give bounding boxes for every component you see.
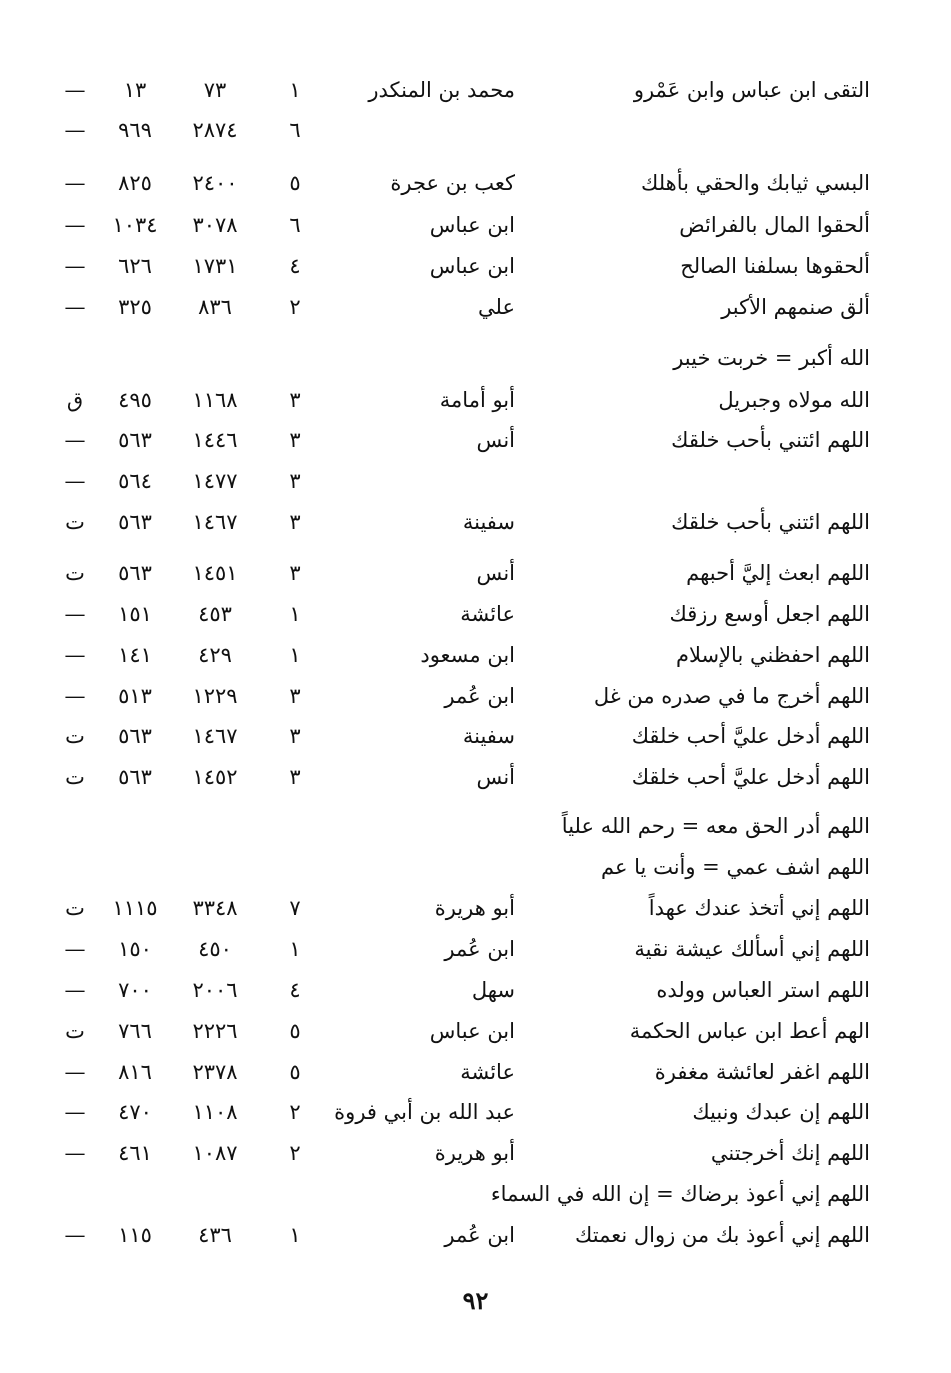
page-reference: ١١٥ bbox=[118, 1223, 152, 1247]
hadith-number: ٤٥٠ bbox=[198, 937, 232, 961]
page-reference bbox=[105, 847, 165, 887]
table-row bbox=[60, 635, 870, 675]
volume-number: ١ bbox=[289, 602, 301, 626]
narrator-name: ابن عُمر bbox=[444, 1223, 515, 1247]
source-mark: — bbox=[64, 684, 86, 708]
narrator-name: عبد الله بن أبي فروة bbox=[334, 1100, 515, 1124]
table-row bbox=[60, 594, 870, 634]
hadith-number: ٢٣٧٨ bbox=[192, 1060, 238, 1084]
hadith-text: اللهم أدخل عليَّ أحب خلقك bbox=[631, 765, 870, 789]
volume-number: ٤ bbox=[289, 254, 301, 278]
page-reference: ٥٦٣ bbox=[118, 561, 152, 585]
hadith-number: ٤٥٣ bbox=[198, 602, 232, 626]
source-mark: ت bbox=[65, 561, 85, 585]
table-row bbox=[60, 461, 870, 501]
volume-number: ٦ bbox=[289, 118, 301, 142]
page-reference: ٣٢٥ bbox=[118, 295, 152, 319]
volume-number: ٢ bbox=[289, 295, 301, 319]
narrator-name: كعب بن عجرة bbox=[390, 171, 515, 195]
hadith-text: اللهم اجعل أوسع رزقك bbox=[669, 602, 870, 626]
hadith-number: ١٤٦٧ bbox=[192, 724, 238, 748]
volume-number: ٣ bbox=[289, 469, 301, 493]
hadith-text: اللهم ابعث إليَّ أحبهم bbox=[686, 561, 870, 585]
hadith-text: اللهم إني أعوذ بك من زوال نعمتك bbox=[575, 1223, 870, 1247]
table-row bbox=[60, 1133, 870, 1173]
narrator-name: ابن عباس bbox=[429, 254, 515, 278]
hadith-text: اللهم إني أتخذ عندك عهداً bbox=[648, 896, 870, 920]
table-row bbox=[60, 246, 870, 286]
table-row bbox=[60, 163, 870, 203]
hadith-text: اللهم إني أسألك عيشة نقية bbox=[634, 937, 870, 961]
page-reference: ١٣ bbox=[123, 78, 147, 102]
hadith-number: ٨٣٦ bbox=[198, 295, 232, 319]
table-row bbox=[60, 110, 870, 150]
narrator-name: أبو هريرة bbox=[434, 1141, 515, 1165]
hadith-number: ١٧٣١ bbox=[192, 254, 238, 278]
hadith-number: ١٤٥١ bbox=[192, 561, 238, 585]
hadith-text: اللهم اغفر لعائشة مغفرة bbox=[654, 1060, 870, 1084]
table-row bbox=[60, 1011, 870, 1051]
narrator-name: عائشة bbox=[460, 1060, 515, 1084]
hadith-number: ١١٦٨ bbox=[192, 388, 238, 412]
narrator-name: ابن مسعود bbox=[420, 643, 515, 667]
page-reference: ١٤١ bbox=[118, 643, 152, 667]
table-row bbox=[60, 806, 870, 846]
hadith-text: اللهم أدر الحق معه = رحم الله علياً bbox=[561, 814, 870, 838]
hadith-text: ألحقوا المال بالفرائض bbox=[679, 213, 870, 237]
source-mark: ت bbox=[65, 765, 85, 789]
hadith-text: اللهم ائتني بأحب خلقك bbox=[671, 428, 870, 452]
table-row bbox=[60, 287, 870, 327]
source-mark: ت bbox=[65, 1019, 85, 1043]
source-mark bbox=[60, 338, 90, 378]
source-mark: ت bbox=[65, 896, 85, 920]
table-row bbox=[60, 888, 870, 928]
volume-number: ١ bbox=[289, 1223, 301, 1247]
hadith-text: اللهم إني أعوذ برضاك = إن الله في السماء bbox=[490, 1182, 870, 1206]
table-row bbox=[60, 1092, 870, 1132]
source-mark: — bbox=[64, 428, 86, 452]
hadith-number: ١٤٤٦ bbox=[192, 428, 238, 452]
hadith-number: ١٤٥٢ bbox=[192, 765, 238, 789]
page-reference: ١٥٠ bbox=[118, 937, 152, 961]
source-mark: ق bbox=[66, 388, 84, 412]
narrator-name: ابن عُمر bbox=[444, 684, 515, 708]
hadith-number: ١٢٢٩ bbox=[192, 684, 238, 708]
table-row bbox=[60, 1174, 870, 1214]
page-reference: ٥٦٣ bbox=[118, 428, 152, 452]
source-mark: ت bbox=[65, 724, 85, 748]
hadith-number: ١١٠٨ bbox=[192, 1100, 238, 1124]
hadith-text: الله مولاه وجبريل bbox=[718, 388, 870, 412]
table-row bbox=[60, 757, 870, 797]
source-mark: — bbox=[64, 643, 86, 667]
hadith-text: التقى ابن عباس وابن عَمْرو bbox=[633, 78, 870, 102]
volume-number: ٢ bbox=[289, 1141, 301, 1165]
volume-number: ٧ bbox=[289, 896, 301, 920]
volume-number: ٣ bbox=[289, 561, 301, 585]
hadith-number: ٣٠٧٨ bbox=[192, 213, 238, 237]
hadith-number bbox=[185, 1174, 245, 1214]
hadith-text: اللهم احفظني بالإسلام bbox=[675, 643, 870, 667]
page-reference: ٧٦٦ bbox=[118, 1019, 152, 1043]
page-reference: ٤٩٥ bbox=[118, 388, 152, 412]
source-mark: — bbox=[64, 1223, 86, 1247]
narrator-name: أنس bbox=[476, 428, 515, 452]
hadith-text: ألق صنمهم الأكبر bbox=[721, 295, 870, 319]
table-row bbox=[60, 70, 870, 110]
volume-number: ١ bbox=[289, 78, 301, 102]
page-reference bbox=[105, 806, 165, 846]
hadith-number: ١٤٧٧ bbox=[192, 469, 238, 493]
volume-number bbox=[280, 338, 310, 378]
source-mark bbox=[60, 1174, 90, 1214]
hadith-number: ٣٣٤٨ bbox=[192, 896, 238, 920]
page-reference: ٤٦١ bbox=[118, 1141, 152, 1165]
narrator-name: سفينة bbox=[462, 510, 515, 534]
source-mark: — bbox=[64, 602, 86, 626]
table-row bbox=[60, 553, 870, 593]
table-row bbox=[60, 420, 870, 460]
source-mark: — bbox=[64, 171, 86, 195]
narrator-name: سهل bbox=[471, 978, 515, 1002]
narrator-name: محمد بن المنكدر bbox=[368, 78, 515, 102]
table-row bbox=[60, 502, 870, 542]
volume-number: ٥ bbox=[289, 1060, 301, 1084]
volume-number bbox=[280, 806, 310, 846]
table-row bbox=[60, 929, 870, 969]
volume-number: ٣ bbox=[289, 428, 301, 452]
source-mark: — bbox=[64, 78, 86, 102]
source-mark: — bbox=[64, 295, 86, 319]
hadith-number: ٢٢٢٦ bbox=[192, 1019, 238, 1043]
volume-number: ١ bbox=[289, 937, 301, 961]
hadith-number bbox=[185, 847, 245, 887]
table-row bbox=[60, 676, 870, 716]
volume-number: ٦ bbox=[289, 213, 301, 237]
source-mark: — bbox=[64, 469, 86, 493]
narrator-name: عائشة bbox=[460, 602, 515, 626]
hadith-number: ٢٤٠٠ bbox=[192, 171, 238, 195]
narrator-name: أبو هريرة bbox=[434, 896, 515, 920]
source-mark: — bbox=[64, 937, 86, 961]
volume-number: ٣ bbox=[289, 765, 301, 789]
table-row bbox=[60, 970, 870, 1010]
narrator-name: ابن عُمر bbox=[444, 937, 515, 961]
volume-number: ١ bbox=[289, 643, 301, 667]
hadith-number bbox=[185, 806, 245, 846]
narrator-name: سفينة bbox=[462, 724, 515, 748]
page-reference bbox=[105, 1174, 165, 1214]
volume-number: ٣ bbox=[289, 724, 301, 748]
table-row bbox=[60, 716, 870, 756]
hadith-number: ١٠٨٧ bbox=[192, 1141, 238, 1165]
table-row bbox=[60, 1215, 870, 1255]
narrator-name: ابن عباس bbox=[429, 213, 515, 237]
hadith-text: اللهم ائتني بأحب خلقك bbox=[671, 510, 870, 534]
hadith-text: اللهم إن عبدك ونبيك bbox=[692, 1100, 870, 1124]
page-reference: ١٥١ bbox=[118, 602, 152, 626]
narrator-name: أبو أمامة bbox=[439, 388, 515, 412]
table-row bbox=[60, 1052, 870, 1092]
narrator-name: علي bbox=[478, 295, 515, 319]
table-row bbox=[60, 338, 870, 378]
source-mark bbox=[60, 806, 90, 846]
table-row bbox=[60, 847, 870, 887]
table-row bbox=[60, 205, 870, 245]
volume-number: ٣ bbox=[289, 510, 301, 534]
hadith-text: الهم أعط ابن عباس الحكمة bbox=[629, 1019, 870, 1043]
page-reference: ٧٠٠ bbox=[118, 978, 152, 1002]
hadith-text: اللهم إنك أخرجتني bbox=[710, 1141, 870, 1165]
hadith-number: ١٤٦٧ bbox=[192, 510, 238, 534]
narrator-name: ابن عباس bbox=[429, 1019, 515, 1043]
page-reference: ٩٦٩ bbox=[118, 118, 152, 142]
volume-number bbox=[280, 1174, 310, 1214]
hadith-text: البسي ثيابك والحقي بأهلك bbox=[641, 171, 870, 195]
page-reference: ١٠٣٤ bbox=[112, 213, 158, 237]
hadith-text: اللهم أخرج ما في صدره من غل bbox=[593, 684, 870, 708]
volume-number: ٣ bbox=[289, 388, 301, 412]
page-reference bbox=[105, 338, 165, 378]
page-reference: ١١١٥ bbox=[112, 896, 158, 920]
page-reference: ٥٦٤ bbox=[118, 469, 152, 493]
hadith-text: اللهم أدخل عليَّ أحب خلقك bbox=[631, 724, 870, 748]
hadith-text: الله أكبر = خربت خيبر bbox=[673, 346, 870, 370]
source-mark: — bbox=[64, 1141, 86, 1165]
volume-number bbox=[280, 847, 310, 887]
volume-number: ٤ bbox=[289, 978, 301, 1002]
volume-number: ٥ bbox=[289, 171, 301, 195]
volume-number: ٣ bbox=[289, 684, 301, 708]
volume-number: ٥ bbox=[289, 1019, 301, 1043]
hadith-text: اللهم اشف عمي = وأنت يا عم bbox=[600, 855, 870, 879]
hadith-number bbox=[185, 338, 245, 378]
source-mark: — bbox=[64, 118, 86, 142]
page-reference: ٥١٣ bbox=[118, 684, 152, 708]
volume-number: ٢ bbox=[289, 1100, 301, 1124]
hadith-number: ٢٨٧٤ bbox=[192, 118, 238, 142]
page-reference: ٥٦٣ bbox=[118, 510, 152, 534]
hadith-text: اللهم استر العباس وولده bbox=[656, 978, 870, 1002]
page-reference: ٥٦٣ bbox=[118, 765, 152, 789]
page-number: ٩٢ bbox=[462, 1286, 489, 1315]
source-mark: — bbox=[64, 978, 86, 1002]
hadith-number: ٧٣ bbox=[203, 78, 227, 102]
narrator-name: أنس bbox=[476, 561, 515, 585]
table-row bbox=[60, 380, 870, 420]
page-reference: ٨٢٥ bbox=[118, 171, 152, 195]
source-mark: — bbox=[64, 1060, 86, 1084]
page-reference: ٥٦٣ bbox=[118, 724, 152, 748]
page-reference: ٨١٦ bbox=[118, 1060, 152, 1084]
source-mark: ت bbox=[65, 510, 85, 534]
hadith-text: ألحقوها بسلفنا الصالح bbox=[680, 254, 870, 278]
source-mark: — bbox=[64, 1100, 86, 1124]
hadith-number: ٤٢٩ bbox=[198, 643, 232, 667]
narrator-name: أنس bbox=[476, 765, 515, 789]
hadith-number: ٤٣٦ bbox=[198, 1223, 232, 1247]
page-reference: ٦٢٦ bbox=[118, 254, 152, 278]
source-mark: — bbox=[64, 254, 86, 278]
hadith-number: ٢٠٠٦ bbox=[192, 978, 238, 1002]
page-reference: ٤٧٠ bbox=[118, 1100, 152, 1124]
source-mark: — bbox=[64, 213, 86, 237]
source-mark bbox=[60, 847, 90, 887]
